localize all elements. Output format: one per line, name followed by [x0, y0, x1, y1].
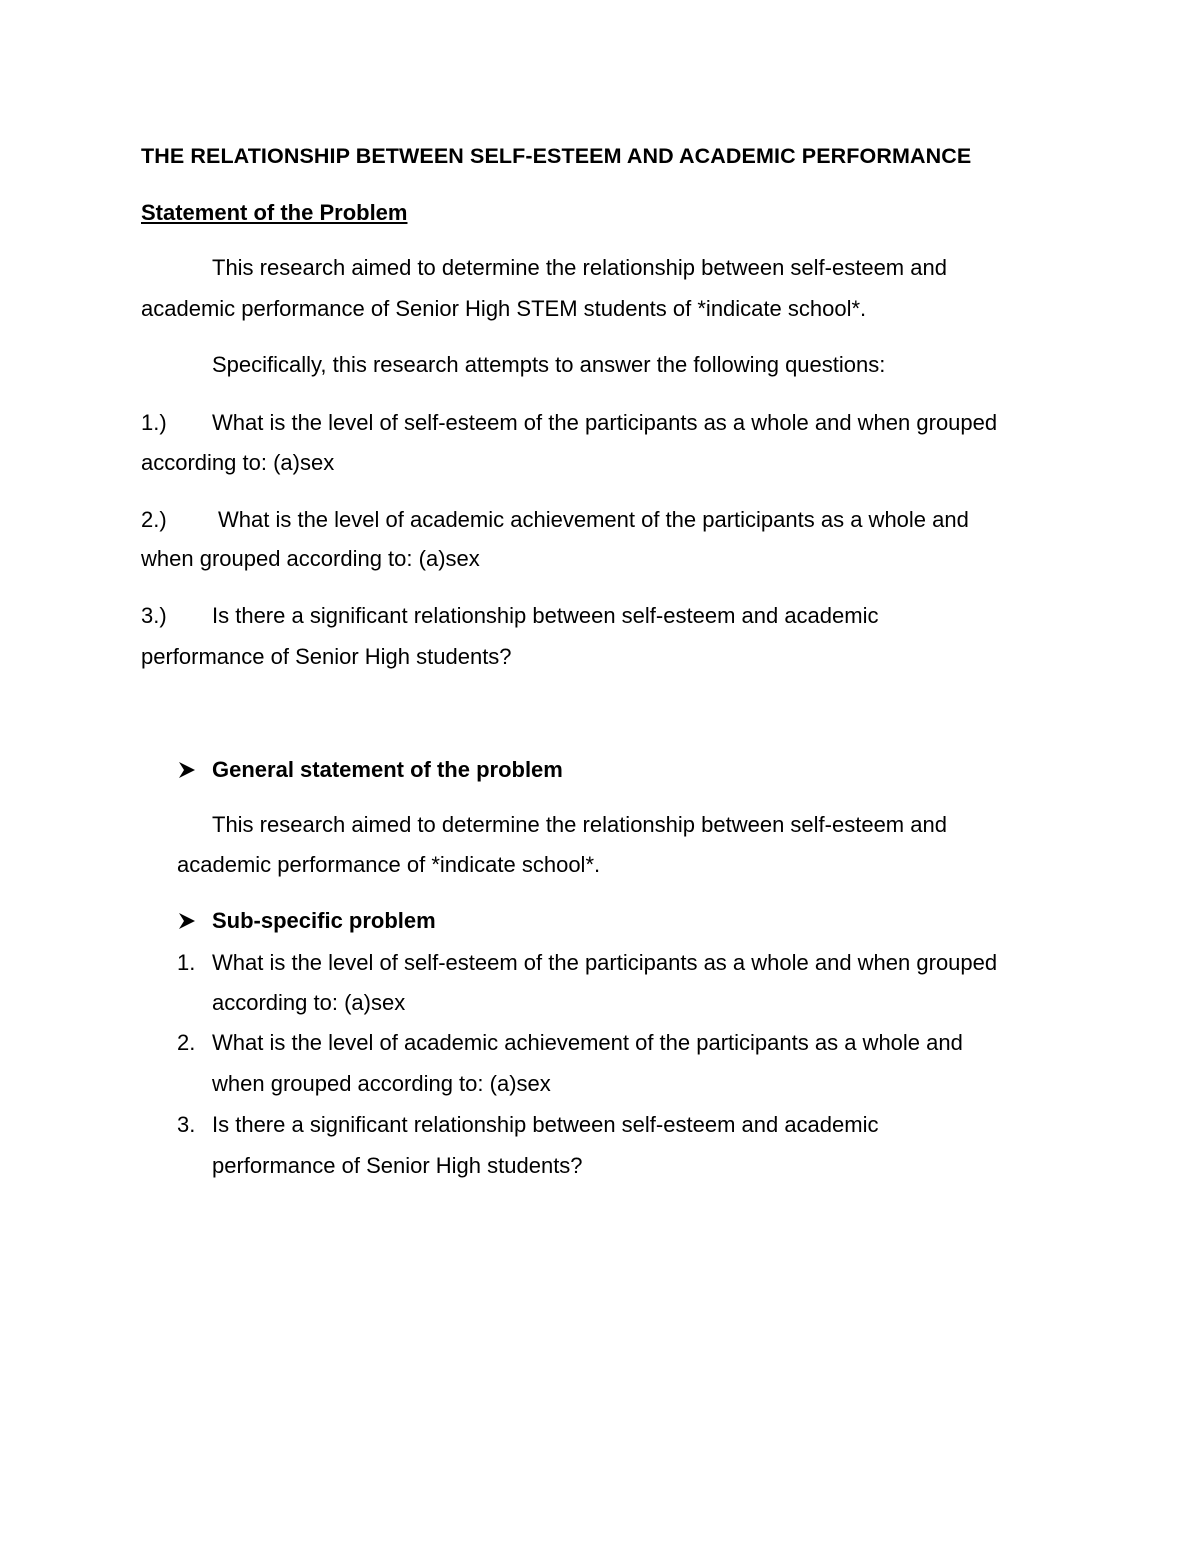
- question-text-continued: when grouped according to: (a)sex: [141, 546, 480, 571]
- list-item-text-continued: when grouped according to: (a)sex: [212, 1071, 551, 1096]
- list-item-number: 1.: [177, 950, 196, 975]
- question-text-continued: according to: (a)sex: [141, 450, 335, 475]
- question-text: Is there a significant relationship between self-esteem and academic: [212, 603, 879, 628]
- sub-specific-heading: Sub-specific problem: [212, 908, 436, 933]
- question-text: What is the level of self-esteem of the participants as a whole and when grouped: [212, 410, 998, 435]
- question-number: 2.): [141, 507, 167, 532]
- list-item-text-continued: performance of Senior High students?: [212, 1153, 583, 1178]
- specifically-paragraph: Specifically, this research attempts to answer the following questions:: [212, 352, 886, 377]
- intro-line-2: academic performance of Senior High STEM students of *indicate school*.: [141, 296, 867, 321]
- arrowhead-bullet-icon: [177, 911, 197, 931]
- general-statement-line-2: academic performance of *indicate school*.: [177, 852, 601, 877]
- question-text-continued: performance of Senior High students?: [141, 644, 512, 669]
- document-title: THE RELATIONSHIP BETWEEN SELF-ESTEEM AND ACADEMIC PERFORMANCE: [141, 144, 972, 168]
- question-number: 3.): [141, 603, 167, 628]
- list-item-text: What is the level of academic achievement of the participants as a whole and: [212, 1030, 963, 1055]
- general-statement-line-1: This research aimed to determine the relationship between self-esteem and: [212, 812, 947, 837]
- general-statement-heading: General statement of the problem: [212, 757, 563, 782]
- list-item-number: 3.: [177, 1112, 196, 1137]
- section-heading: Statement of the Problem: [141, 200, 408, 225]
- question-text: What is the level of academic achievement of the participants as a whole and: [218, 507, 969, 532]
- list-item-text: Is there a significant relationship between self-esteem and academic: [212, 1112, 879, 1137]
- list-item-text: What is the level of self-esteem of the participants as a whole and when grouped: [212, 950, 998, 975]
- list-item-number: 2.: [177, 1030, 196, 1055]
- question-number: 1.): [141, 410, 167, 435]
- intro-line-1: This research aimed to determine the relationship between self-esteem and: [212, 255, 947, 280]
- list-item-text-continued: according to: (a)sex: [212, 990, 406, 1015]
- arrowhead-bullet-icon: [177, 760, 197, 780]
